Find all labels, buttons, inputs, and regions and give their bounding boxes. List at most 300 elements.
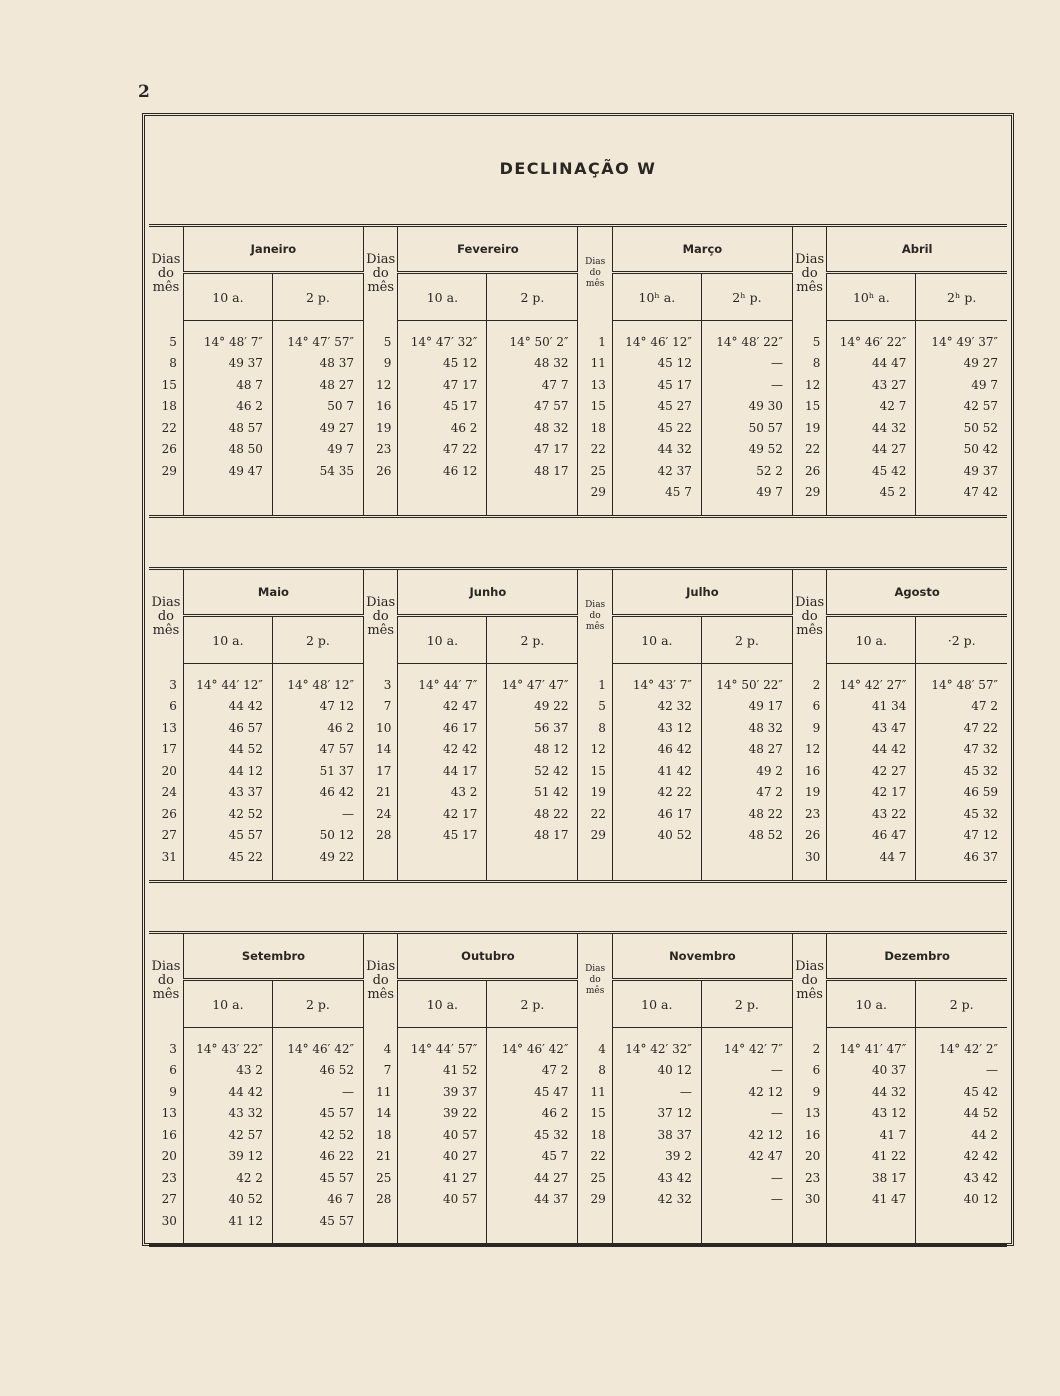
value-2pm-cell: 45 47 — [487, 1081, 578, 1103]
time-2pm-header: ·2 p. — [916, 616, 1007, 664]
value-10am-cell: 42 47 — [398, 696, 487, 718]
month-header: Junho — [398, 570, 578, 616]
value-2pm-cell: — — [701, 1189, 792, 1211]
day-cell: 16 — [792, 760, 826, 782]
day-cell: 5 — [578, 696, 612, 718]
value-2pm-cell: 49 22 — [272, 846, 363, 868]
value-10am-cell: 44 7 — [827, 846, 916, 868]
table-row — [149, 1028, 1007, 1060]
value-10am-cell: 42 42 — [398, 739, 487, 761]
value-10am-cell: 46 2 — [183, 396, 272, 418]
day-cell: 25 — [578, 460, 612, 482]
value-10am-cell: 48 57 — [183, 417, 272, 439]
day-cell: 17 — [149, 739, 183, 761]
value-10am-cell: 43 27 — [827, 374, 916, 396]
day-cell: 16 — [363, 396, 397, 418]
value-10am-cell: 14° 41′ 47″ — [827, 1028, 916, 1060]
value-2pm-cell: 46 7 — [272, 1189, 363, 1211]
day-cell: 23 — [792, 803, 826, 825]
value-2pm-cell: 46 2 — [487, 1103, 578, 1125]
dias-do-mes-header: Dias do mês — [363, 227, 397, 321]
day-cell: 5 — [363, 321, 397, 353]
day-cell: 6 — [149, 696, 183, 718]
value-10am-cell: 42 17 — [398, 803, 487, 825]
value-10am-cell: 44 42 — [183, 696, 272, 718]
value-10am-cell: 43 32 — [183, 1103, 272, 1125]
day-cell: 19 — [363, 417, 397, 439]
page-title: DECLINAÇÃO W — [499, 159, 657, 178]
time-2pm-header: 2 p. — [272, 980, 363, 1028]
value-2pm-cell: 50 7 — [272, 396, 363, 418]
day-cell — [363, 482, 397, 504]
value-2pm-cell: 14° 48′ 22″ — [701, 321, 792, 353]
value-2pm-cell: 43 42 — [963, 1170, 998, 1185]
day-cell: 23 — [363, 439, 397, 461]
value-2pm-cell — [701, 846, 792, 868]
value-2pm-cell: — — [701, 1167, 792, 1189]
value-2pm-cell: 47 42 — [963, 485, 998, 500]
time-2pm-header: 2 p. — [487, 980, 578, 1028]
value-10am-cell: 42 2 — [183, 1167, 272, 1189]
table-row — [149, 1167, 1007, 1189]
value-10am-cell: 42 57 — [183, 1124, 272, 1146]
value-10am-cell — [827, 1210, 916, 1232]
value-2pm-cell: 42 57 — [963, 399, 998, 414]
day-cell: 3 — [149, 1028, 183, 1060]
day-cell: 30 — [792, 846, 826, 868]
day-cell: 13 — [578, 374, 612, 396]
day-cell: 19 — [578, 782, 612, 804]
value-10am-cell: 14° 46′ 22″ — [827, 321, 916, 353]
value-10am-cell: 40 37 — [827, 1060, 916, 1082]
value-10am-cell: 42 22 — [612, 782, 701, 804]
value-2pm-cell: 47 57 — [487, 396, 578, 418]
value-10am-cell: 41 22 — [827, 1146, 916, 1168]
value-2pm-cell: 48 52 — [701, 825, 792, 847]
value-10am-cell: 48 7 — [183, 374, 272, 396]
day-cell: 31 — [149, 846, 183, 868]
month-header: Agosto — [827, 570, 1007, 616]
time-2pm-header: 2 p. — [701, 616, 792, 664]
day-cell: 9 — [149, 1081, 183, 1103]
value-2pm-cell: 46 42 — [272, 782, 363, 804]
value-2pm-cell: 45 42 — [963, 1084, 998, 1099]
value-2pm-cell: 48 32 — [701, 717, 792, 739]
day-cell: 10 — [363, 717, 397, 739]
value-2pm-cell: 42 47 — [701, 1146, 792, 1168]
value-2pm-cell: 46 22 — [272, 1146, 363, 1168]
table-row — [149, 664, 1007, 696]
value-10am-cell: 43 2 — [398, 782, 487, 804]
time-10am-header: 10ʰ a. — [612, 273, 701, 321]
value-10am-cell: 44 32 — [612, 439, 701, 461]
value-2pm-cell: — — [701, 374, 792, 396]
value-2pm-cell: 45 32 — [963, 806, 998, 821]
value-2pm-cell: 48 32 — [487, 417, 578, 439]
day-cell: 2 — [792, 1028, 826, 1060]
value-2pm-cell: 42 12 — [701, 1081, 792, 1103]
page-number: 2 — [138, 82, 150, 102]
day-cell: 8 — [578, 1060, 612, 1082]
value-10am-cell: 44 27 — [827, 439, 916, 461]
declination-table — [149, 227, 1007, 515]
time-2pm-header: 2ʰ p. — [701, 273, 792, 321]
value-2pm-cell: 14° 46′ 42″ — [272, 1028, 363, 1060]
table-row — [149, 825, 1007, 847]
value-10am-cell: 43 37 — [183, 782, 272, 804]
value-2pm-cell: 48 22 — [487, 803, 578, 825]
value-10am-cell: 40 27 — [398, 1146, 487, 1168]
day-cell: 16 — [792, 1124, 826, 1146]
day-cell: 25 — [578, 1167, 612, 1189]
table-block-sep-dec — [149, 931, 1007, 1247]
day-cell: 15 — [792, 396, 826, 418]
value-2pm-cell: 47 7 — [487, 374, 578, 396]
day-cell: 17 — [363, 760, 397, 782]
value-2pm-cell: 52 2 — [701, 460, 792, 482]
table-row — [149, 1146, 1007, 1168]
month-header: Abril — [827, 227, 1007, 273]
value-2pm-cell: 47 22 — [963, 720, 998, 735]
dias-do-mes-header: Dias do mês — [363, 934, 397, 1028]
value-10am-cell: 44 12 — [183, 760, 272, 782]
declination-frame — [142, 113, 1014, 1246]
value-2pm-cell: 45 57 — [272, 1103, 363, 1125]
value-10am-cell: 42 27 — [827, 760, 916, 782]
table-row — [149, 396, 1007, 418]
value-10am-cell: 43 42 — [612, 1167, 701, 1189]
table-row — [149, 321, 1007, 353]
day-cell: 6 — [149, 1060, 183, 1082]
value-2pm-cell: 49 17 — [701, 696, 792, 718]
day-cell: 27 — [149, 1189, 183, 1211]
table-row — [149, 1210, 1007, 1232]
day-cell: 26 — [792, 825, 826, 847]
value-2pm-cell: 49 7 — [701, 482, 792, 504]
value-10am-cell: 44 52 — [183, 739, 272, 761]
value-2pm-cell: 40 12 — [963, 1192, 998, 1207]
value-2pm-cell: 47 12 — [963, 828, 998, 843]
value-2pm-cell — [701, 1210, 792, 1232]
day-cell: 26 — [363, 460, 397, 482]
value-10am-cell: 39 2 — [612, 1146, 701, 1168]
value-10am-cell: 45 22 — [183, 846, 272, 868]
value-2pm-cell: 47 2 — [701, 782, 792, 804]
table-row — [149, 803, 1007, 825]
day-cell: 6 — [792, 1060, 826, 1082]
day-cell: 22 — [578, 1146, 612, 1168]
day-cell: 15 — [578, 396, 612, 418]
month-header: Julho — [612, 570, 792, 616]
table-row — [149, 482, 1007, 504]
value-10am-cell: 41 7 — [827, 1124, 916, 1146]
value-2pm-cell: 46 52 — [272, 1060, 363, 1082]
table-block-jan-apr — [149, 224, 1007, 518]
day-cell: 29 — [792, 482, 826, 504]
value-10am-cell: 46 47 — [827, 825, 916, 847]
value-10am-cell: 47 22 — [398, 439, 487, 461]
day-cell: 11 — [578, 353, 612, 375]
time-2pm-header: 2 p. — [272, 273, 363, 321]
value-2pm-cell — [487, 846, 578, 868]
value-10am-cell: 46 12 — [398, 460, 487, 482]
value-2pm-cell: 44 37 — [487, 1189, 578, 1211]
value-10am-cell: 44 32 — [827, 417, 916, 439]
value-10am-cell: 40 12 — [612, 1060, 701, 1082]
value-10am-cell: 42 32 — [612, 1189, 701, 1211]
value-2pm-cell: 48 17 — [487, 825, 578, 847]
value-2pm-cell — [272, 482, 363, 504]
value-2pm-cell: 47 32 — [963, 742, 998, 757]
value-10am-cell: 40 57 — [398, 1124, 487, 1146]
day-cell: 16 — [149, 1124, 183, 1146]
day-cell: 22 — [149, 417, 183, 439]
time-2pm-header: 2 p. — [487, 616, 578, 664]
table-block-may-aug — [149, 567, 1007, 883]
day-cell: 15 — [149, 374, 183, 396]
value-10am-cell: 14° 44′ 12″ — [183, 664, 272, 696]
day-cell — [363, 1210, 397, 1232]
table-row — [149, 717, 1007, 739]
value-10am-cell: 41 34 — [827, 696, 916, 718]
day-cell: 26 — [149, 439, 183, 461]
value-2pm-cell: 46 59 — [963, 785, 998, 800]
value-10am-cell: 14° 42′ 27″ — [827, 664, 916, 696]
dias-do-mes-header: Dias do mês — [578, 934, 612, 1028]
value-10am-cell: 43 22 — [827, 803, 916, 825]
time-10am-header: 10 a. — [183, 616, 272, 664]
value-10am-cell: 46 17 — [398, 717, 487, 739]
value-2pm-cell: 14° 50′ 22″ — [701, 664, 792, 696]
day-cell: 11 — [363, 1081, 397, 1103]
value-2pm-cell: — — [986, 1063, 998, 1078]
value-10am-cell: 40 52 — [612, 825, 701, 847]
value-2pm-cell: 48 32 — [487, 353, 578, 375]
time-10am-header: 10 a. — [183, 980, 272, 1028]
value-10am-cell — [183, 482, 272, 504]
value-10am-cell — [398, 482, 487, 504]
table-row — [149, 1060, 1007, 1082]
day-cell: 19 — [792, 782, 826, 804]
day-cell: 29 — [578, 825, 612, 847]
value-2pm-cell: 14° 47′ 47″ — [487, 664, 578, 696]
value-2pm-cell: 44 27 — [487, 1167, 578, 1189]
month-header: Março — [612, 227, 792, 273]
month-header: Fevereiro — [398, 227, 578, 273]
day-cell — [578, 1210, 612, 1232]
value-2pm-cell: 45 57 — [272, 1167, 363, 1189]
value-2pm-cell: 49 27 — [963, 356, 998, 371]
table-row — [149, 1189, 1007, 1211]
day-cell: 9 — [792, 717, 826, 739]
value-2pm-cell: 49 37 — [963, 463, 998, 478]
value-2pm-cell: 49 2 — [701, 760, 792, 782]
day-cell: 27 — [149, 825, 183, 847]
table-row — [149, 439, 1007, 461]
value-10am-cell: 48 50 — [183, 439, 272, 461]
time-10am-header: 10 a. — [183, 273, 272, 321]
day-cell: 23 — [149, 1167, 183, 1189]
value-10am-cell: 46 42 — [612, 739, 701, 761]
declination-table — [149, 934, 1007, 1244]
value-10am-cell: 39 37 — [398, 1081, 487, 1103]
value-10am-cell: 45 2 — [827, 482, 916, 504]
day-cell: 18 — [578, 417, 612, 439]
value-10am-cell: 46 2 — [398, 417, 487, 439]
value-2pm-cell: 50 52 — [963, 420, 998, 435]
value-10am-cell: 43 12 — [612, 717, 701, 739]
value-2pm-cell: 50 12 — [272, 825, 363, 847]
month-header: Setembro — [183, 934, 363, 980]
value-10am-cell: 40 52 — [183, 1189, 272, 1211]
value-2pm-cell: 45 7 — [487, 1146, 578, 1168]
month-header: Outubro — [398, 934, 578, 980]
value-10am-cell: 41 42 — [612, 760, 701, 782]
day-cell: 14 — [363, 1103, 397, 1125]
dias-do-mes-header: Dias do mês — [578, 227, 612, 321]
day-cell: 12 — [578, 739, 612, 761]
value-2pm-cell: 44 2 — [971, 1127, 998, 1142]
table-row — [149, 739, 1007, 761]
table-row — [149, 760, 1007, 782]
value-2pm-cell: 45 57 — [272, 1210, 363, 1232]
value-10am-cell: 45 17 — [612, 374, 701, 396]
day-cell: 3 — [363, 664, 397, 696]
time-2pm-header: 2 p. — [701, 980, 792, 1028]
value-2pm-cell: 14° 42′ 2″ — [938, 1041, 998, 1056]
value-2pm-cell: 48 27 — [272, 374, 363, 396]
time-2pm-header: 2 p. — [487, 273, 578, 321]
value-2pm-cell: 45 32 — [487, 1124, 578, 1146]
table-row — [149, 417, 1007, 439]
day-cell — [149, 482, 183, 504]
time-10am-header: 10 a. — [827, 980, 916, 1028]
day-cell: 13 — [792, 1103, 826, 1125]
day-cell: 30 — [792, 1189, 826, 1211]
day-cell: 6 — [792, 696, 826, 718]
time-10am-header: 10 a. — [398, 980, 487, 1028]
value-10am-cell: 38 37 — [612, 1124, 701, 1146]
value-2pm-cell: 50 42 — [963, 442, 998, 457]
day-cell: 18 — [149, 396, 183, 418]
value-10am-cell: 39 12 — [183, 1146, 272, 1168]
value-10am-cell: 44 42 — [827, 739, 916, 761]
value-2pm-cell: 49 22 — [487, 696, 578, 718]
value-2pm-cell: 47 2 — [971, 699, 998, 714]
value-2pm-cell: 14° 50′ 2″ — [487, 321, 578, 353]
value-10am-cell: 42 7 — [827, 396, 916, 418]
value-10am-cell: 37 12 — [612, 1103, 701, 1125]
value-10am-cell: 42 37 — [612, 460, 701, 482]
table-row — [149, 1124, 1007, 1146]
day-cell: 13 — [149, 1103, 183, 1125]
day-cell: 8 — [149, 353, 183, 375]
value-2pm-cell: 50 57 — [701, 417, 792, 439]
day-cell: 9 — [363, 353, 397, 375]
value-10am-cell: 44 17 — [398, 760, 487, 782]
value-10am-cell: 49 37 — [183, 353, 272, 375]
dias-do-mes-header: Dias do mês — [792, 934, 826, 1028]
value-10am-cell: — — [612, 1081, 701, 1103]
value-10am-cell: 45 22 — [612, 417, 701, 439]
day-cell: 7 — [363, 696, 397, 718]
day-cell: 22 — [578, 439, 612, 461]
day-cell: 18 — [363, 1124, 397, 1146]
value-10am-cell — [398, 1210, 487, 1232]
value-10am-cell: 42 17 — [827, 782, 916, 804]
time-2pm-header: 2 p. — [272, 616, 363, 664]
value-10am-cell: 14° 46′ 12″ — [612, 321, 701, 353]
value-10am-cell: 44 32 — [827, 1081, 916, 1103]
value-10am-cell: 45 7 — [612, 482, 701, 504]
value-10am-cell: 14° 44′ 7″ — [398, 664, 487, 696]
value-2pm-cell: — — [701, 1103, 792, 1125]
value-10am-cell: 39 22 — [398, 1103, 487, 1125]
day-cell: 2 — [792, 664, 826, 696]
day-cell: 12 — [792, 374, 826, 396]
value-10am-cell: 47 17 — [398, 374, 487, 396]
value-2pm-cell: 48 27 — [701, 739, 792, 761]
dias-do-mes-header: Dias do mês — [792, 227, 826, 321]
day-cell: 15 — [578, 1103, 612, 1125]
value-10am-cell: 41 47 — [827, 1189, 916, 1211]
value-10am-cell — [398, 846, 487, 868]
value-10am-cell: 46 17 — [612, 803, 701, 825]
value-2pm-cell: 48 37 — [272, 353, 363, 375]
value-2pm-cell: 47 57 — [272, 739, 363, 761]
value-10am-cell: 14° 44′ 57″ — [398, 1028, 487, 1060]
value-10am-cell: 43 12 — [827, 1103, 916, 1125]
value-2pm-cell: 49 30 — [701, 396, 792, 418]
value-10am-cell: 45 17 — [398, 825, 487, 847]
day-cell: 28 — [363, 825, 397, 847]
day-cell: 24 — [363, 803, 397, 825]
table-row — [149, 696, 1007, 718]
month-header: Janeiro — [183, 227, 363, 273]
day-cell: 28 — [363, 1189, 397, 1211]
day-cell: 19 — [792, 417, 826, 439]
day-cell: 4 — [578, 1028, 612, 1060]
value-10am-cell: 44 47 — [827, 353, 916, 375]
value-10am-cell: 43 2 — [183, 1060, 272, 1082]
time-10am-header: 10 a. — [612, 980, 701, 1028]
value-10am-cell: 45 57 — [183, 825, 272, 847]
day-cell: 29 — [578, 1189, 612, 1211]
day-cell: 20 — [149, 1146, 183, 1168]
day-cell: 11 — [578, 1081, 612, 1103]
dias-do-mes-header: Dias do mês — [149, 934, 183, 1028]
day-cell: 1 — [578, 321, 612, 353]
day-cell — [363, 846, 397, 868]
value-10am-cell: 45 17 — [398, 396, 487, 418]
value-2pm-cell: 51 37 — [272, 760, 363, 782]
value-10am-cell: 41 12 — [183, 1210, 272, 1232]
value-10am-cell: 14° 48′ 7″ — [183, 321, 272, 353]
day-cell: 7 — [363, 1060, 397, 1082]
time-10am-header: 10 a. — [827, 616, 916, 664]
day-cell: 3 — [149, 664, 183, 696]
value-2pm-cell: 47 12 — [272, 696, 363, 718]
day-cell: 15 — [578, 760, 612, 782]
value-10am-cell: 45 27 — [612, 396, 701, 418]
day-cell: 5 — [149, 321, 183, 353]
table-row — [149, 1081, 1007, 1103]
value-2pm-cell: 45 32 — [963, 763, 998, 778]
day-cell: 29 — [578, 482, 612, 504]
day-cell: 1 — [578, 664, 612, 696]
value-10am-cell: 41 27 — [398, 1167, 487, 1189]
day-cell: 21 — [363, 1146, 397, 1168]
